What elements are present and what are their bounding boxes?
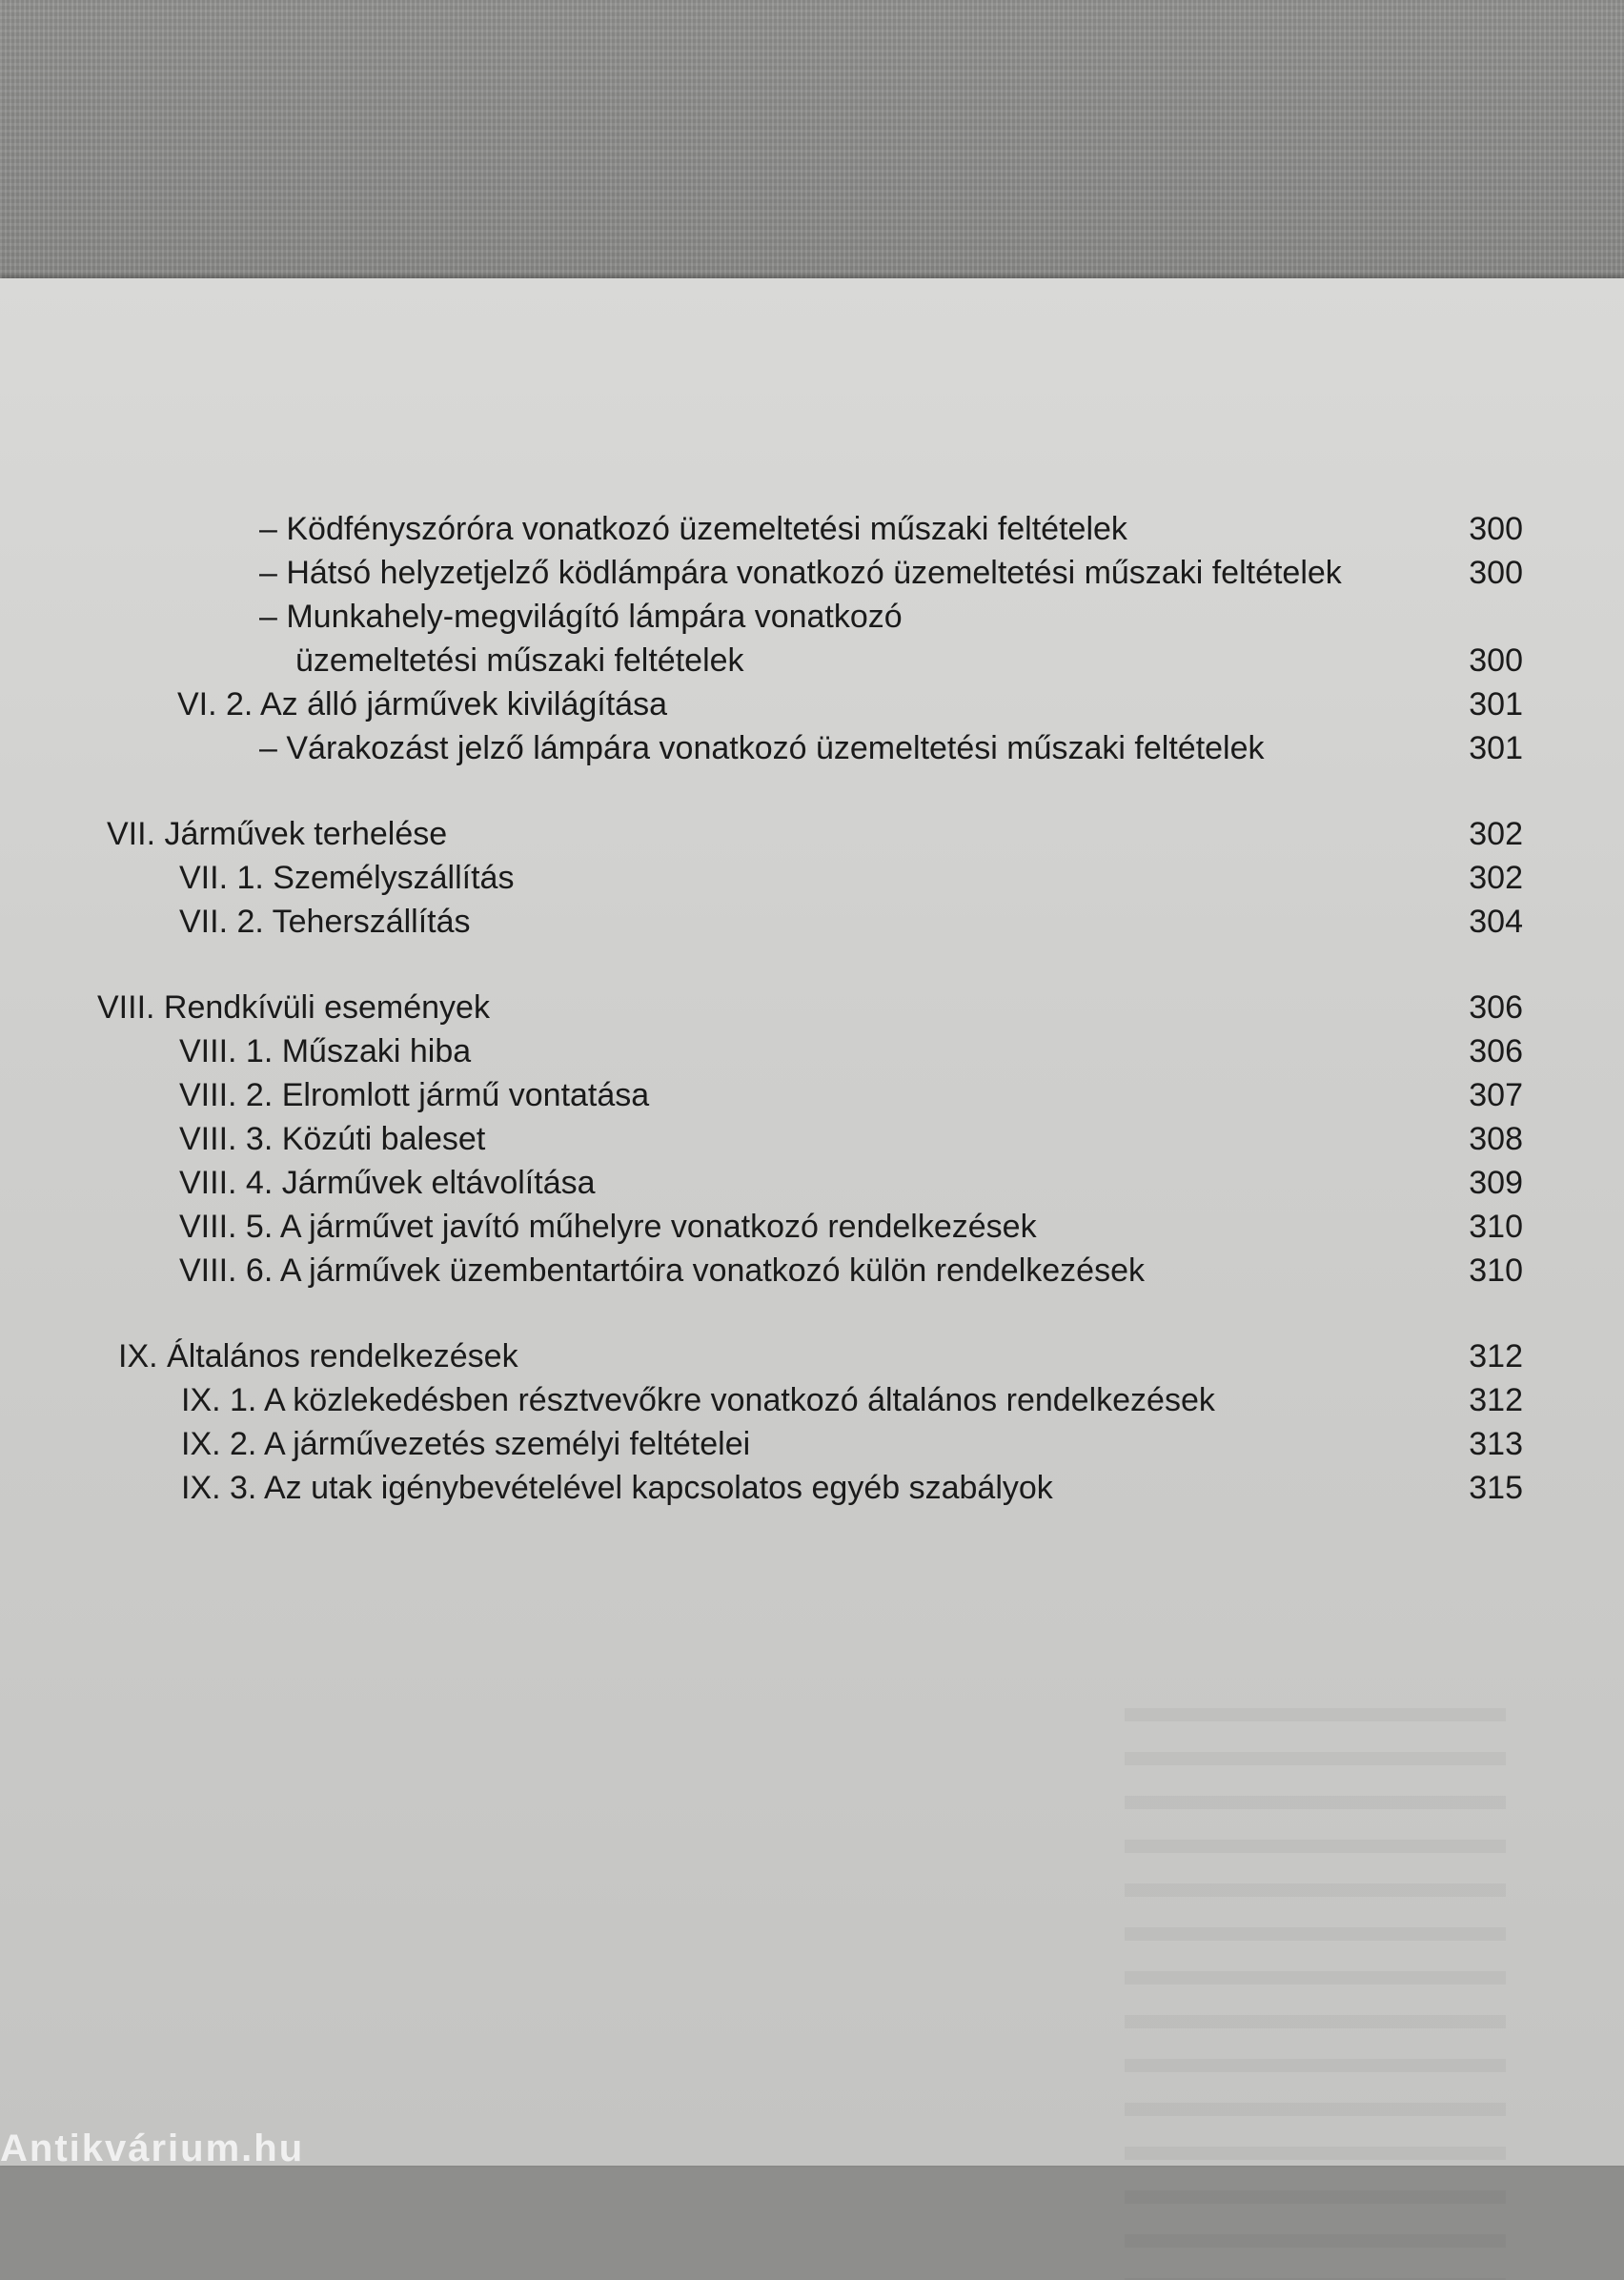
toc-entry-label: VII. 2. Teherszállítás [179,904,471,940]
book-page [0,278,1624,2166]
toc-entry-page: 301 [1469,686,1523,723]
toc-entry-label: VIII. 3. Közúti baleset [179,1121,486,1157]
toc-entry [0,682,1624,726]
toc-entry-label: VIII. Rendkívüli események [97,989,490,1026]
toc-entry-label: VIII. 1. Műszaki hiba [179,1033,472,1069]
toc-entry-label: IX. 3. Az utak igénybevételével kapcsolatos egyéb szabályok [181,1470,1053,1506]
toc-entry [0,1205,1624,1249]
toc-entry [0,900,1624,944]
toc-entry-label: – Munkahely-megvilágító lámpára vonatkozó [259,599,903,635]
toc-entry [0,1378,1624,1422]
toc-entry-page: 300 [1469,642,1523,679]
toc-entry-label: VIII. 2. Elromlott jármű vontatása [179,1077,650,1113]
toc-entry-label: – Hátsó helyzetjelző ködlámpára vonatkozó üzemeltetési műszaki feltételek [259,555,1342,591]
toc-entry-page: 310 [1469,1252,1523,1289]
toc-entry-page: 315 [1469,1470,1523,1506]
toc-entry-label: IX. 1. A közlekedésben résztvevőkre vonatkozó általános rendelkezések [181,1382,1215,1418]
toc-entry-page: 310 [1469,1209,1523,1245]
toc-entry-page: 312 [1469,1382,1523,1418]
toc-entry-page: 308 [1469,1121,1523,1157]
toc-entry [0,1249,1624,1293]
toc-entry [0,1117,1624,1161]
toc-entry-page: 300 [1469,511,1523,547]
show-through-shadow [1125,1708,1506,2280]
toc-entry-label: – Várakozást jelző lámpára vonatkozó üzemeltetési műszaki feltételek [259,730,1265,766]
toc-entry [0,726,1624,770]
toc-entry [0,1334,1624,1378]
toc-entry-page: 302 [1469,816,1523,852]
toc-entry [0,639,1624,682]
toc-entry-page: 306 [1469,1033,1523,1069]
toc-entry [0,856,1624,900]
toc-entry [0,1073,1624,1117]
toc-entry [0,551,1624,595]
toc-entry-label: VIII. 6. A járművek üzembentartóira vonatkozó külön rendelkezések [179,1252,1145,1289]
toc-entry-label: VII. Járművek terhelése [107,816,448,852]
toc-entry-label: IX. 2. A járművezetés személyi feltételei [181,1426,751,1462]
toc-entry-page: 304 [1469,904,1523,940]
toc-entry [0,595,1624,639]
toc-entry [0,986,1624,1029]
watermark: Antikvárium.hu [0,2127,305,2169]
toc-entry [0,1466,1624,1510]
toc-entry [0,507,1624,551]
toc-entry [0,1422,1624,1466]
toc-entry-page: 307 [1469,1077,1523,1113]
toc-entry [0,1029,1624,1073]
toc-entry-page: 302 [1469,860,1523,896]
background-surface [0,0,1624,286]
toc-entry [0,812,1624,856]
toc-entry-label: IX. Általános rendelkezések [118,1338,518,1374]
toc-entry-label: VIII. 4. Járművek eltávolítása [179,1165,596,1201]
toc-entry-label: – Ködfényszóróra vonatkozó üzemeltetési műszaki feltételek [259,511,1127,547]
toc-entry-page: 306 [1469,989,1523,1026]
toc-entry-page: 309 [1469,1165,1523,1201]
toc-entry-page: 313 [1469,1426,1523,1462]
toc-entry-page: 300 [1469,555,1523,591]
toc-entry-label: VIII. 5. A járművet javító műhelyre vonatkozó rendelkezések [179,1209,1037,1245]
toc-entry-page: 301 [1469,730,1523,766]
toc-entry-label: VI. 2. Az álló járművek kivilágítása [177,686,668,723]
toc-entry-label: VII. 1. Személyszállítás [179,860,515,896]
toc-entry-page: 312 [1469,1338,1523,1374]
toc-entry [0,1161,1624,1205]
toc-entry-label: üzemeltetési műszaki feltételek [295,642,744,679]
